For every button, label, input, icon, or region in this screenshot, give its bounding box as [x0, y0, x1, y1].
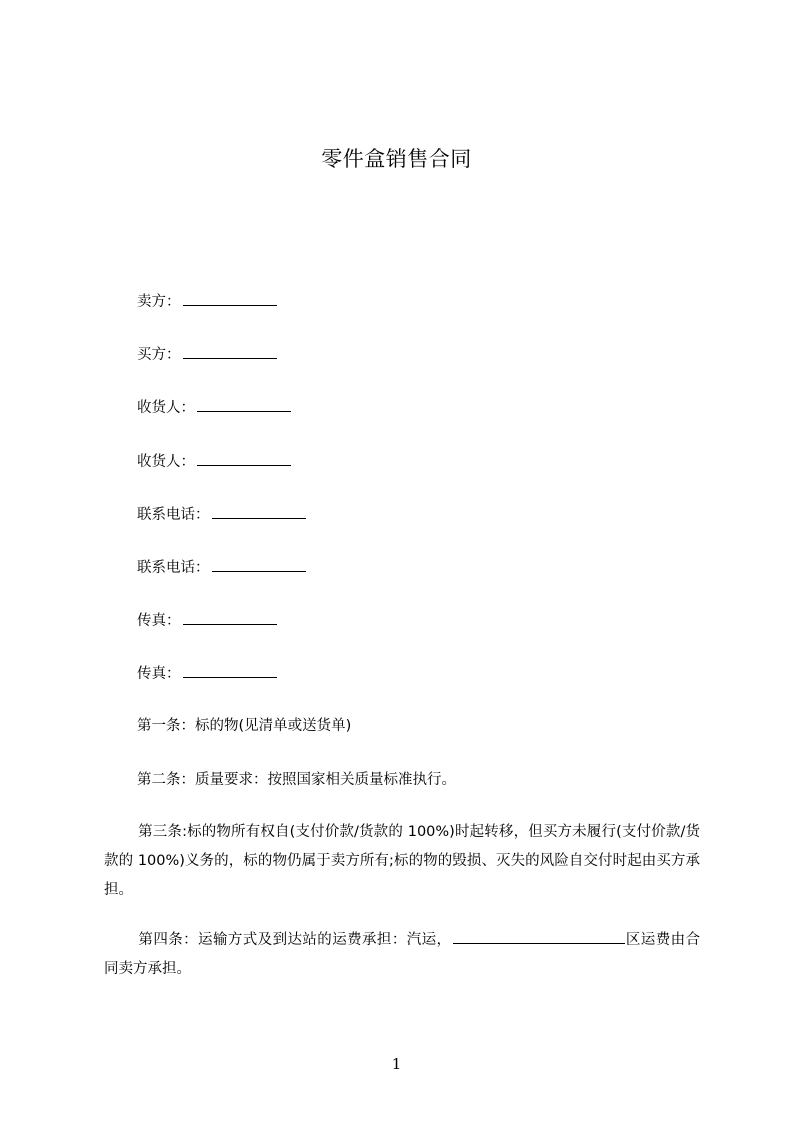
consignee-field-1 [137, 397, 291, 418]
fax-label-2: 传真： [137, 666, 181, 682]
clause-1: 第一条：标的物(见清单或送货单) [137, 718, 352, 734]
fax-field-2 [137, 663, 277, 684]
buyer-label: 买方： [137, 347, 181, 363]
phone-label-2: 联系电话： [137, 560, 210, 576]
clause-3-text: 第三条:标的物所有权自(支付价款/货款的 100%)时起转移，但买方未履行(支付价款/货款的 100%)义务的，标的物仍属于卖方所有;标的物的毁损、灭失的风险自交付时起由买方承担。 [104, 824, 700, 898]
buyer-blank [183, 344, 277, 359]
phone-field-1 [137, 504, 306, 525]
phone-label-1: 联系电话： [137, 507, 210, 523]
consignee-label-2: 收货人： [137, 454, 195, 470]
phone-blank-2 [212, 557, 306, 572]
fax-blank-2 [183, 663, 277, 678]
consignee-blank-2 [197, 451, 291, 466]
seller-field [137, 291, 277, 312]
seller-blank [183, 291, 277, 306]
document-title: 零件盒销售合同 [321, 147, 472, 171]
fax-label-1: 传真： [137, 613, 181, 629]
clause-2: 第二条：质量要求：按照国家相关质量标准执行。 [137, 772, 456, 788]
consignee-field-2 [137, 451, 291, 472]
page-number: 1 [391, 1055, 402, 1073]
fax-blank-1 [183, 610, 277, 625]
phone-blank-1 [212, 504, 306, 519]
clause-3 [104, 818, 700, 905]
clause-4-text-before: 第四条：运输方式及到达站的运费承担：汽运， [138, 932, 452, 948]
consignee-label-1: 收货人： [137, 400, 195, 416]
clause-4 [104, 926, 700, 984]
seller-label: 卖方： [137, 294, 181, 310]
buyer-field [137, 344, 277, 365]
consignee-blank-1 [197, 397, 291, 412]
clause-4-blank [453, 929, 625, 944]
fax-field-1 [137, 610, 277, 631]
clause-4-text-after: 区运费由合同卖方承担。 [104, 932, 701, 977]
phone-field-2 [137, 557, 306, 578]
